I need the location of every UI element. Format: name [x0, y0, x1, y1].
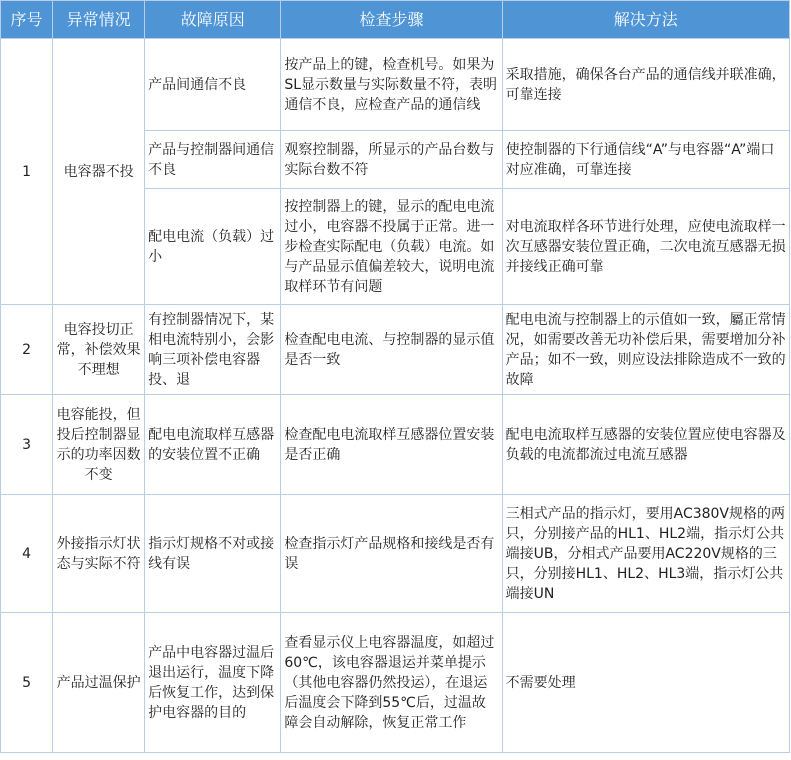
check-cell: 检查配电电流、与控制器的显示值是否一致	[281, 305, 502, 395]
solution-cell: 使控制器的下行通信线“A”与电容器“A”端口对应准确，可靠连接	[502, 131, 789, 189]
row-number: 4	[1, 495, 53, 613]
cause-cell: 配电电流取样互感器的安装位置不正确	[145, 395, 281, 495]
cause-cell: 产品间通信不良	[145, 39, 281, 131]
abnormal-cell: 外接指示灯状态与实际不符	[53, 495, 145, 613]
solution-cell: 三相式产品的指示灯，要用AC380V规格的两只，分别接产品的HL1、HL2端，指示灯公共端接UB，分相式产品要用AC220V规格的三只，分别接HL1、HL2、HL3端，指示灯公共端接UN	[502, 495, 789, 613]
check-cell: 按产品上的键，检查机号。如果为SL显示数量与实际数量不符，表明通信不良，应检查产品的通信线	[281, 39, 502, 131]
cause-cell: 指示灯规格不对或接线有误	[145, 495, 281, 613]
abnormal-cell: 电容能投，但投后控制器显示的功率因数不变	[53, 395, 145, 495]
header-cause: 故障原因	[145, 1, 281, 39]
header-no: 序号	[1, 1, 53, 39]
table-row	[1, 305, 790, 395]
cause-cell: 有控制器情况下，某相电流特别小，会影响三项补偿电容器投、退	[145, 305, 281, 395]
cause-cell: 产品中电容器过温后退出运行，温度下降后恢复工作，达到保护电容器的目的	[145, 613, 281, 753]
row-number: 3	[1, 395, 53, 495]
row-number: 5	[1, 613, 53, 753]
header-check: 检查步骤	[281, 1, 502, 39]
check-cell: 检查指示灯产品规格和接线是否有误	[281, 495, 502, 613]
solution-cell: 采取措施，确保各台产品的通信线并联准确，可靠连接	[502, 39, 789, 131]
row-number: 1	[1, 39, 53, 305]
table-row	[1, 613, 790, 753]
cause-cell: 产品与控制器间通信不良	[145, 131, 281, 189]
check-cell: 检查配电电流取样互感器位置安装是否正确	[281, 395, 502, 495]
abnormal-cell: 电容投切正常，补偿效果不理想	[53, 305, 145, 395]
table-row	[1, 395, 790, 495]
solution-cell: 不需要处理	[502, 613, 789, 753]
header-abnormal: 异常情况	[53, 1, 145, 39]
table-row	[1, 495, 790, 613]
header-row	[1, 1, 790, 39]
solution-cell: 配电电流与控制器上的示值如一致，屬正常情况，如需要改善无功补偿后果，需要增加分补产品；如不一致，则应设法排除造成不一致的故障	[502, 305, 789, 395]
table-row	[1, 39, 790, 131]
check-cell: 按控制器上的键，显示的配电电流过小，电容器不投属于正常。进一步检查实际配电（负载）电流。如与产品显示值偏差较大，说明电流取样环节有问题	[281, 189, 502, 305]
check-cell: 查看显示仪上电容器温度，如超过60℃，该电容器退运并菜单提示（其他电容器仍然投运），在退运后温度会下降到55℃后，过温故障会自动解除，恢复正常工作	[281, 613, 502, 753]
check-cell: 观察控制器，所显示的产品台数与实际台数不符	[281, 131, 502, 189]
row-number: 2	[1, 305, 53, 395]
solution-cell: 配电电流取样互感器的安装位置应使电容器及负载的电流都流过电流互感器	[502, 395, 789, 495]
abnormal-cell: 电容器不投	[53, 39, 145, 305]
solution-cell: 对电流取样各环节进行处理，应使电流取样一次互感器安装位置正确，二次电流互感器无损并接线正确可靠	[502, 189, 789, 305]
header-solution: 解决方法	[502, 1, 789, 39]
abnormal-cell: 产品过温保护	[53, 613, 145, 753]
cause-cell: 配电电流（负载）过小	[145, 189, 281, 305]
